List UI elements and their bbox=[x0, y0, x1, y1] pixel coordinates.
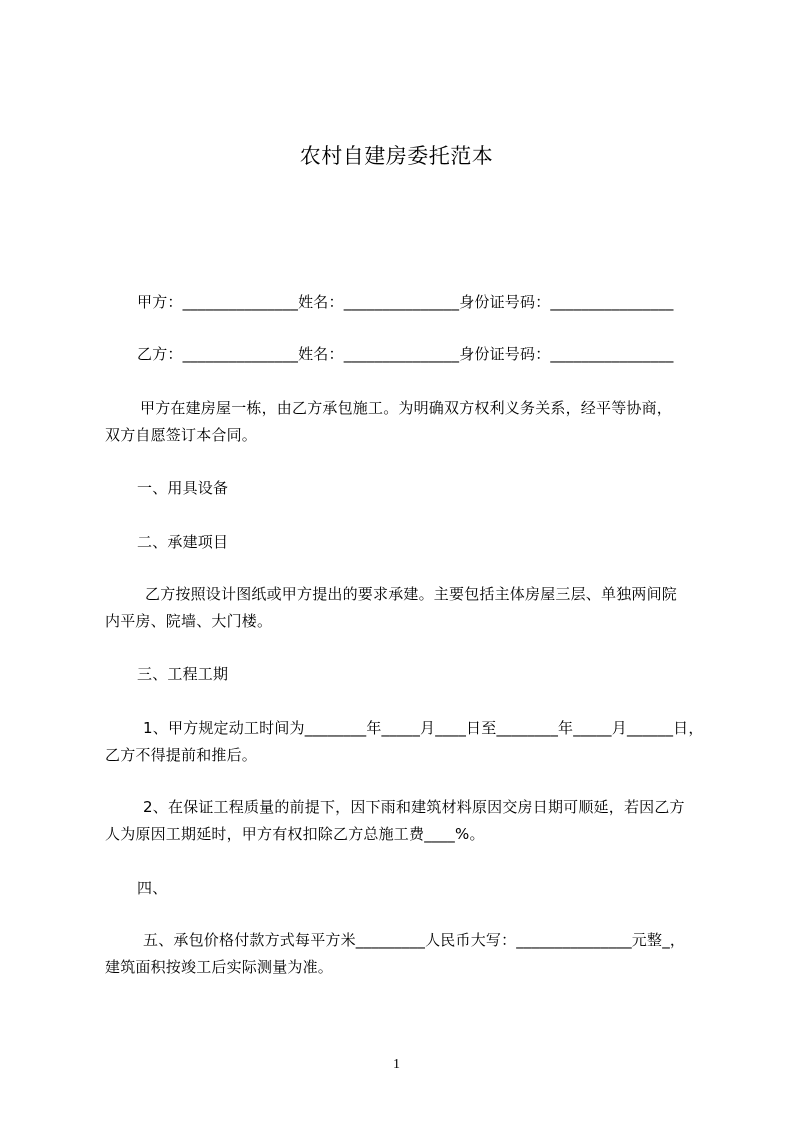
clause-2-line-1: 2、在保证工程质量的前提下，因下雨和建筑材料原因交房日期可顺延，若因乙方 bbox=[143, 798, 685, 816]
intro-paragraph-line-2: 双方自愿签订本合同。 bbox=[105, 426, 258, 444]
section-3-heading: 三、工程工期 bbox=[137, 665, 229, 683]
page-number: 1 bbox=[393, 1057, 400, 1072]
section-2-paragraph-line-2: 内平房、院墙、大门楼。 bbox=[105, 612, 273, 630]
section-4-heading: 四、 bbox=[137, 879, 168, 897]
section-5-line-2: 建筑面积按竣工后实际测量为准。 bbox=[105, 958, 334, 976]
section-2-heading: 二、承建项目 bbox=[137, 533, 229, 551]
document-title: 农村自建房委托范本 bbox=[299, 144, 494, 168]
party-a-line: 甲方：_______________姓名：_______________身份证号码：________________ bbox=[137, 293, 674, 311]
section-2-paragraph-line-1: 乙方按照设计图纸或甲方提出的要求承建。主要包括主体房屋三层、单独两间院 bbox=[145, 585, 678, 603]
section-5-line-1: 五、承包价格付款方式每平方米_________人民币大写：_______________元整_， bbox=[143, 931, 686, 949]
intro-paragraph-line-1: 甲方在建房屋一栋，由乙方承包施工。为明确双方权利义务关系，经平等协商， bbox=[140, 399, 673, 417]
clause-1-line-2: 乙方不得提前和推后。 bbox=[105, 746, 258, 764]
party-b-line: 乙方：_______________姓名：_______________身份证号码：________________ bbox=[137, 345, 674, 363]
section-1-heading: 一、用具设备 bbox=[137, 479, 229, 497]
clause-2-line-2: 人为原因工期延时，甲方有权扣除乙方总施工费____%。 bbox=[105, 825, 485, 843]
clause-1-line-1: 1、甲方规定动工时间为________年_____月____日至________年_____月______日， bbox=[143, 719, 704, 737]
